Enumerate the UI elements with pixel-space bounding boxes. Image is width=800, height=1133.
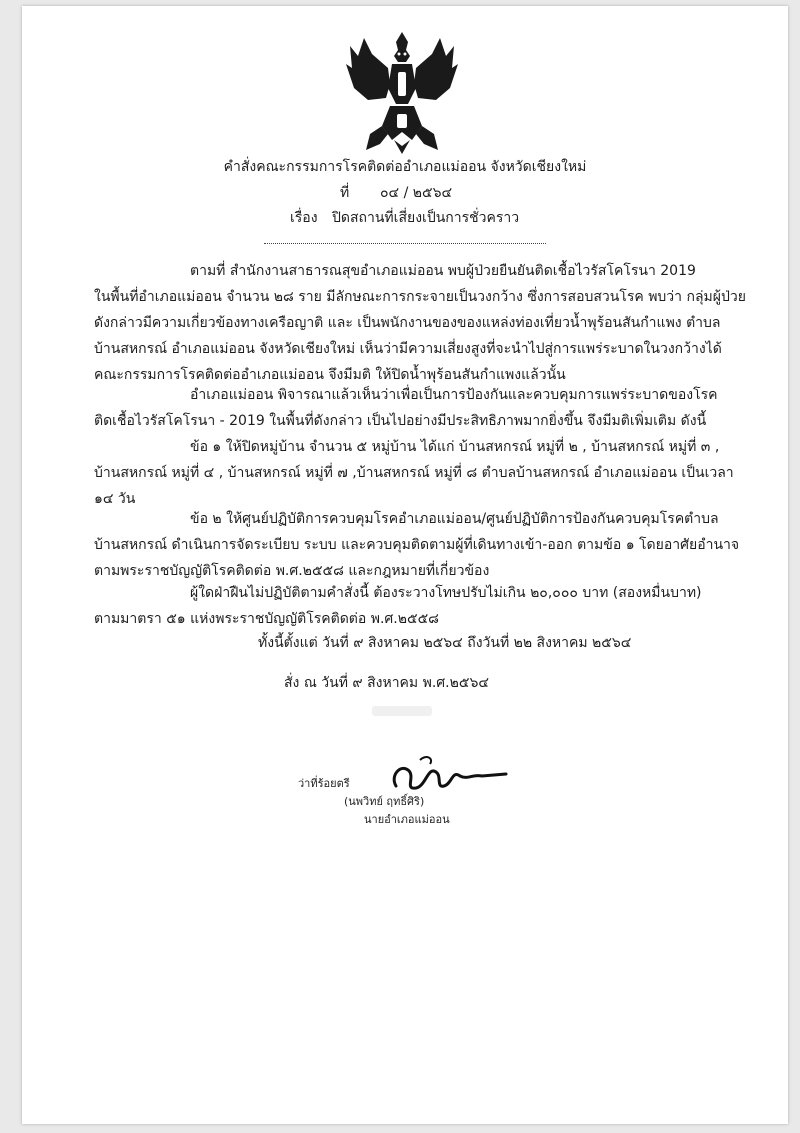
- subject-label: เรื่อง: [290, 210, 318, 226]
- paragraph-background: [94, 258, 746, 388]
- text-line: ๑๔ วัน: [94, 491, 136, 507]
- text-line: บ้านสหกรณ์ หมู่ที่ ๔ , บ้านสหกรณ์ หมู่ที่ ๗ ,บ้านสหกรณ์ หมู่ที่ ๘ ตำบลบ้านสหกรณ์ อำเภอแม่ออน เป็นเวลา: [94, 465, 734, 481]
- paragraph-penalty: [94, 580, 702, 632]
- text-line: ดังกล่าวมีความเกี่ยวข้องทางเครือญาติ และ เป็นพนักงานของของแหล่งท่องเที่ยวน้ำพุร้อนสันกำแพง ตำบล: [94, 315, 721, 331]
- signature-mark: [386, 746, 516, 796]
- faint-stamp: [372, 706, 432, 716]
- order-date: สั่ง ณ วันที่ ๙ สิงหาคม พ.ศ.๒๕๖๔: [284, 675, 489, 691]
- order-number: ๐๔ / ๒๕๖๔: [380, 185, 453, 201]
- paragraph-clause-2: [94, 506, 739, 584]
- subject-text: ปิดสถานที่เสี่ยงเป็นการชั่วคราว: [332, 210, 520, 226]
- text-line: ตามที่ สำนักงานสาธารณสุขอำเภอแม่ออน พบผู้ป่วยยืนยันติดเชื้อไวรัสโคโรนา 2019: [190, 263, 696, 279]
- text-line: บ้านสหกรณ์ อำเภอแม่ออน จังหวัดเชียงใหม่ เห็นว่ามีความเสี่ยงสูงที่จะนำไปสู่การแพร่ระบาดในวงกว้างได้: [94, 341, 722, 357]
- text-line: ข้อ ๒ ให้ศูนย์ปฏิบัติการควบคุมโรคอำเภอแม่ออน/ศูนย์ปฏิบัติการป้องกันควบคุมโรคตำบล: [190, 511, 719, 527]
- paragraph-clause-1: [94, 434, 734, 512]
- text-line: ตามพระราชบัญญัติโรคติดต่อ พ.ศ.๒๕๕๘ และกฎหมายที่เกี่ยวข้อง: [94, 563, 490, 579]
- text-line: อำเภอแม่ออน พิจารณาแล้วเห็นว่าเพื่อเป็นการป้องกันและควบคุมการแพร่ระบาดของโรค: [190, 387, 718, 403]
- effective-period: ทั้งนี้ตั้งแต่ วันที่ ๙ สิงหาคม ๒๕๖๔ ถึงวันที่ ๒๒ สิงหาคม ๒๕๖๔: [258, 635, 632, 651]
- paragraph-consideration: [94, 382, 717, 434]
- text-line: ติดเชื้อไวรัสโคโรนา - 2019 ในพื้นที่ดังกล่าว เป็นไปอย่างมีประสิทธิภาพมากยิ่งขึ้น จึงมีมติเพิ่มเติม ดังนี้: [94, 413, 707, 429]
- order-number-label: ที่: [340, 185, 350, 201]
- signer-name: (นพวิทย์ ฤทธิ์ศิริ): [344, 795, 425, 808]
- text-line: ข้อ ๑ ให้ปิดหมู่บ้าน จำนวน ๕ หมู่บ้าน ได้แก่ บ้านสหกรณ์ หมู่ที่ ๒ , บ้านสหกรณ์ หมู่ที่ ๓ ,: [190, 439, 720, 455]
- order-heading: คำสั่งคณะกรรมการโรคติดต่ออำเภอแม่ออน จังหวัดเชียงใหม่: [223, 159, 587, 175]
- document-page: [22, 6, 788, 1124]
- text-line: บ้านสหกรณ์ ดำเนินการจัดระเบียบ ระบบ และควบคุมติดตามผู้ที่เดินทางเข้า-ออก ตามข้อ ๑ โดยอาศัยอำนาจ: [94, 537, 740, 553]
- garuda-emblem: [342, 28, 462, 158]
- witness-rank: ว่าที่ร้อยตรี: [298, 777, 350, 790]
- signer-position: นายอำเภอแม่ออน: [364, 813, 450, 826]
- header-divider: [264, 243, 546, 244]
- text-line: ผู้ใดฝ่าฝืนไม่ปฏิบัติตามคำสั่งนี้ ต้องระวางโทษปรับไม่เกิน ๒๐,๐๐๐ บาท (สองหมื่นบาท): [190, 585, 702, 601]
- text-line: คณะกรรมการโรคติดต่ออำเภอแม่ออน จึงมีมติ ให้ปิดน้ำพุร้อนสันกำแพงแล้วนั้น: [94, 367, 566, 383]
- text-line: ตามมาตรา ๕๑ แห่งพระราชบัญญัติโรคติดต่อ พ.ศ.๒๕๕๘: [94, 611, 439, 627]
- text-line: ในพื้นที่อำเภอแม่ออน จำนวน ๒๘ ราย มีลักษณะการกระจายเป็นวงกว้าง ซึ่งการสอบสวนโรค พบว่า กลุ่มผู้ป่วย: [94, 289, 746, 305]
